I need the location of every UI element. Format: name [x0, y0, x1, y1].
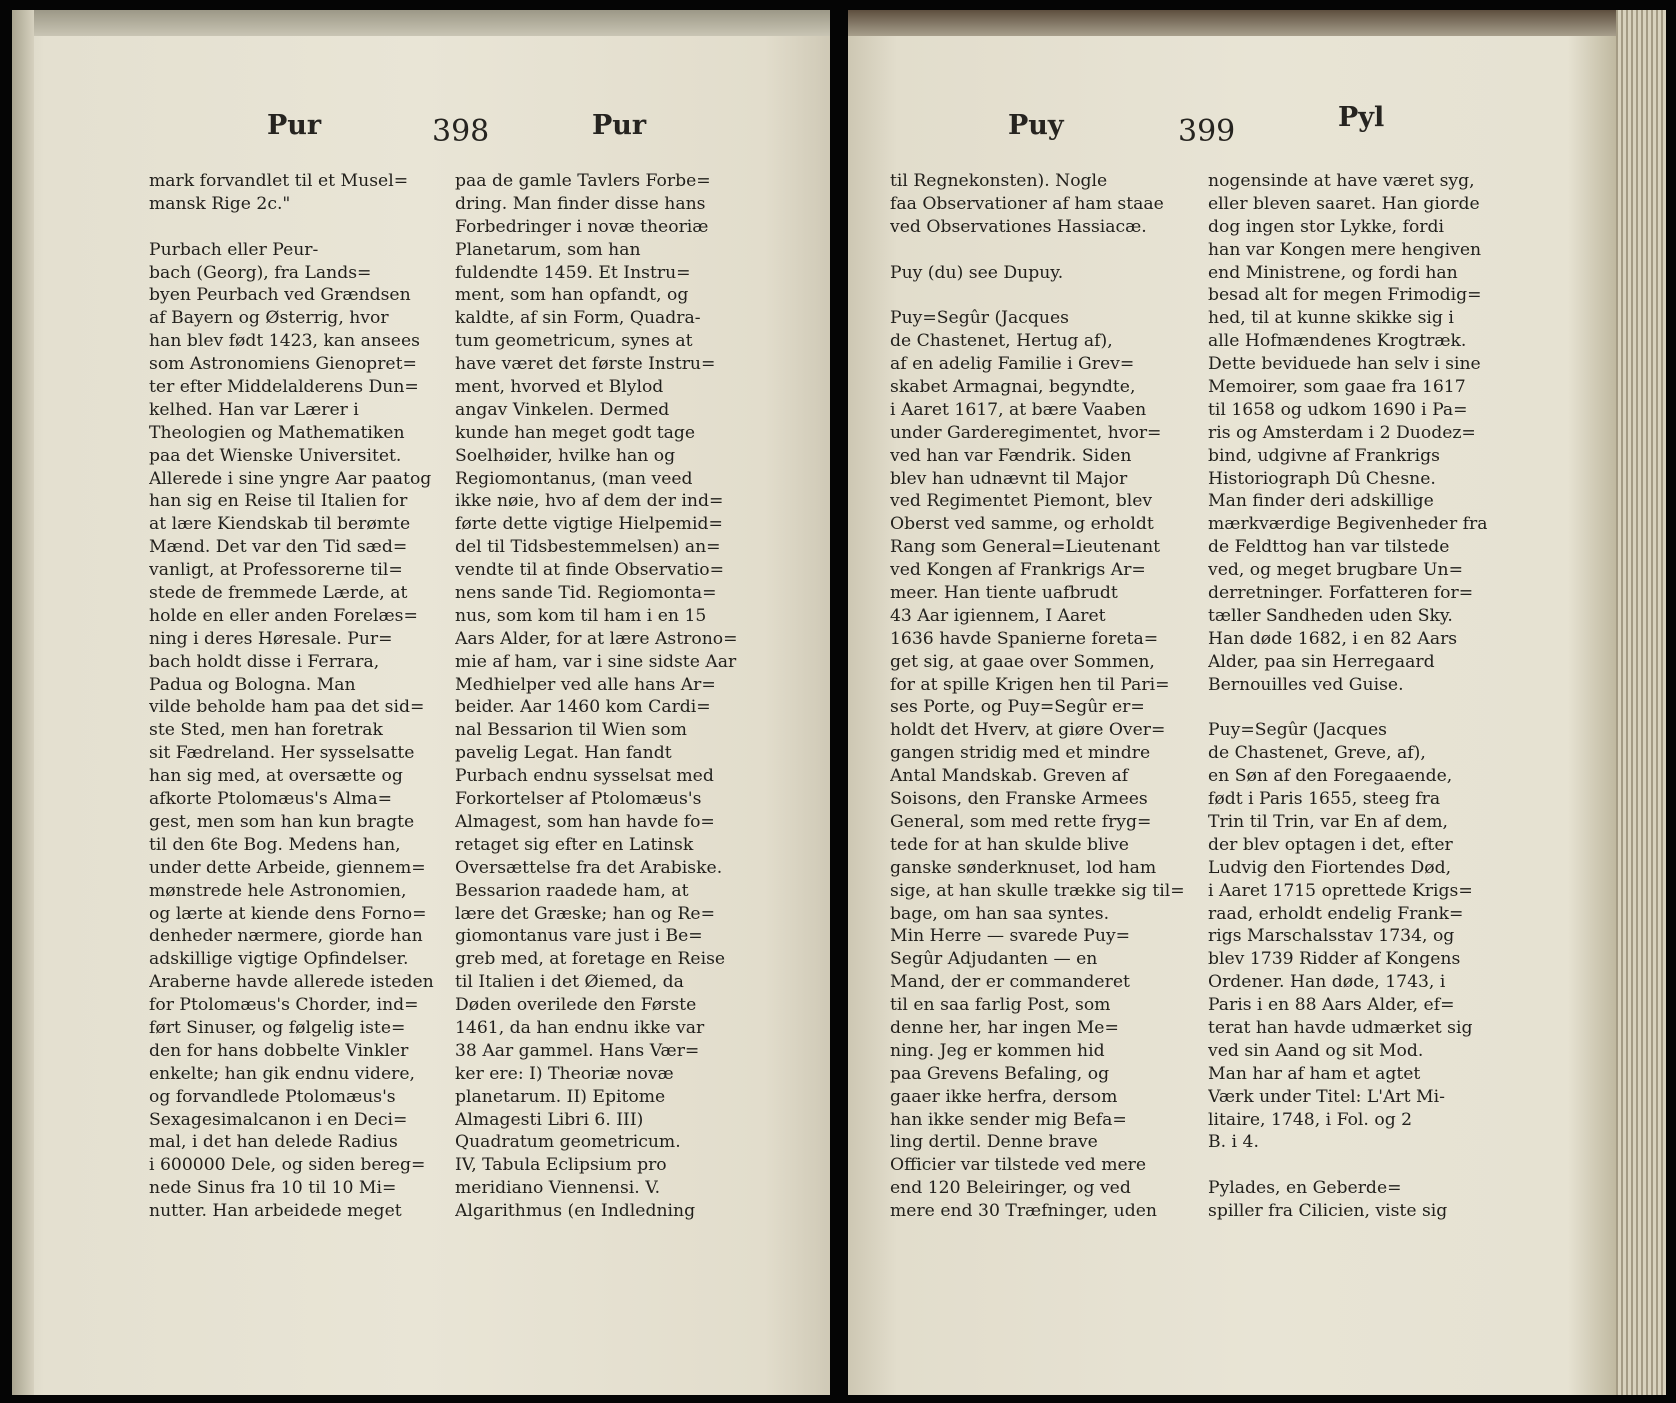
text-line: Planetarum, som han: [455, 239, 641, 260]
text-line: Soisons, den Franske Armees: [890, 789, 1148, 810]
text-line: nus, som kom til ham i en 15: [455, 605, 707, 626]
text-line: kunde han meget godt tage: [455, 422, 696, 443]
text-line: Allerede i sine yngre Aar paatog: [149, 468, 432, 489]
text-line: bach holdt disse i Ferrara,: [149, 651, 380, 672]
right-page: [848, 10, 1666, 1395]
text-line: tede for at han skulde blive: [890, 834, 1129, 855]
text-line: [890, 284, 1190, 307]
text-line: del til Tidsbestemmelsen) an=: [455, 537, 721, 558]
text-line: i Aaret 1715 oprettede Krigs=: [1208, 880, 1473, 901]
text-line: Araberne havde allerede isteden: [149, 972, 434, 993]
text-line: 1636 havde Spanierne foreta=: [890, 628, 1159, 649]
text-line: Purbach eller Peur-: [149, 239, 319, 260]
text-line: nens sande Tid. Regiomonta=: [455, 583, 717, 604]
text-line: lære det Græske; han og Re=: [455, 903, 715, 924]
text-line: Quadratum geometricum.: [455, 1132, 681, 1153]
text-line: Oversættelse fra det Arabiske.: [455, 857, 723, 878]
text-line: sit Fædreland. Her sysselsatte: [149, 743, 415, 764]
text-line: angav Vinkelen. Dermed: [455, 399, 670, 420]
text-line: i 600000 Dele, og siden bereg=: [149, 1155, 426, 1176]
text-line: sige, at han skulle trække sig til=: [890, 880, 1185, 901]
text-line: Man har af ham et agtet: [1208, 1063, 1421, 1084]
text-line: af Bayern og Østerrig, hvor: [149, 308, 389, 329]
text-line: ling dertil. Denne brave: [890, 1132, 1098, 1153]
text-line: Aars Alder, for at lære Astrono=: [455, 628, 738, 649]
text-line: Alder, paa sin Herregaard: [1208, 651, 1435, 672]
text-line: der blev optagen i det, efter: [1208, 834, 1453, 855]
text-line: paa Grevens Befaling, og: [890, 1063, 1110, 1084]
text-line: Puy (du) see Dupuy.: [890, 262, 1064, 283]
text-line: ved Regimentet Piemont, blev: [890, 491, 1153, 512]
text-line: ste Sted, men han foretrak: [149, 720, 383, 741]
text-line: Han døde 1682, i en 82 Aars: [1208, 628, 1458, 649]
running-head-left: Pur: [267, 110, 322, 141]
text-line: meer. Han tiente uafbrudt: [890, 583, 1118, 604]
text-line: til 1658 og udkom 1690 i Pa=: [1208, 399, 1468, 420]
text-line: bach (Georg), fra Lands=: [149, 262, 372, 283]
text-line: nede Sinus fra 10 til 10 Mi=: [149, 1178, 397, 1199]
text-line: paa de gamle Tavlers Forbe=: [455, 171, 711, 191]
text-line: end 120 Beleiringer, og ved: [890, 1178, 1131, 1199]
text-line: en Søn af den Foregaaende,: [1208, 766, 1453, 787]
text-line: litaire, 1748, i Fol. og 2: [1208, 1109, 1413, 1130]
text-column-right: [1208, 170, 1508, 1223]
text-line: Paris i en 88 Aars Alder, ef=: [1208, 995, 1455, 1016]
text-line: for Ptolomæus's Chorder, ind=: [149, 995, 419, 1016]
text-line: mere end 30 Træfninger, uden: [890, 1201, 1157, 1222]
text-line: faa Observationer af ham staae: [890, 193, 1164, 214]
text-line: Ordener. Han døde, 1743, i: [1208, 972, 1446, 993]
text-line: Memoirer, som gaae fra 1617: [1208, 377, 1466, 398]
text-line: førte dette vigtige Hielpemid=: [455, 514, 723, 535]
text-line: Bernouilles ved Guise.: [1208, 674, 1404, 695]
text-line: at lære Kiendskab til berømte: [149, 514, 411, 535]
text-line: 43 Aar igiennem, I Aaret: [890, 605, 1106, 626]
text-line: gangen stridig med et mindre: [890, 743, 1151, 764]
page-number: 399: [1178, 114, 1236, 149]
text-line: mønstrede hele Astronomien,: [149, 880, 407, 901]
text-line: rigs Marschalsstav 1734, og: [1208, 926, 1455, 947]
text-line: han sig en Reise til Italien for: [149, 491, 408, 512]
text-column-left: [890, 170, 1190, 1223]
text-line: de Feldttog han var tilstede: [1208, 537, 1450, 558]
text-line: bage, om han saa syntes.: [890, 903, 1110, 924]
page-edge-left: [12, 10, 34, 1395]
text-line: under dette Arbeide, giennem=: [149, 857, 426, 878]
text-line: derretninger. Forfatteren for=: [1208, 583, 1474, 604]
text-line: til Italien i det Øiemed, da: [455, 972, 684, 993]
text-line: Man finder deri adskillige: [1208, 491, 1434, 512]
text-line: og forvandlede Ptolomæus's: [149, 1086, 396, 1107]
text-line: holde en eller anden Forelæs=: [149, 605, 418, 626]
text-line: ved han var Fændrik. Siden: [890, 445, 1132, 466]
text-line: gaaer ikke herfra, dersom: [890, 1086, 1118, 1107]
text-line: Padua og Bologna. Man: [149, 674, 356, 695]
page-edge-top: [12, 10, 830, 36]
text-line: afkorte Ptolomæus's Alma=: [149, 789, 393, 810]
text-line: Trin til Trin, var En af dem,: [1208, 811, 1448, 832]
text-line: Min Herre — svarede Puy=: [890, 926, 1131, 947]
text-column-right: [455, 170, 760, 1223]
text-line: Bessarion raadede ham, at: [455, 880, 689, 901]
text-line: pavelig Legat. Han fandt: [455, 743, 672, 764]
text-line: Puy=Segûr (Jacques: [890, 308, 1069, 329]
text-line: for at spille Krigen hen til Pari=: [890, 674, 1170, 695]
text-line: han ikke sender mig Befa=: [890, 1109, 1127, 1130]
text-line: Theologien og Mathematiken: [149, 422, 405, 443]
text-line: mark forvandlet til et Musel=: [149, 171, 409, 191]
text-line: mal, i det han delede Radius: [149, 1132, 398, 1153]
text-line: bind, udgivne af Frankrigs: [1208, 445, 1440, 466]
text-line: som Astronomiens Gienopret=: [149, 354, 417, 375]
left-page: [12, 10, 830, 1395]
text-line: Puy=Segûr (Jacques: [1208, 720, 1387, 741]
text-line: [1208, 696, 1508, 719]
page-number: 398: [432, 114, 490, 149]
text-line: ses Porte, og Puy=Segûr er=: [890, 697, 1145, 718]
text-line: end Ministrene, og fordi han: [1208, 262, 1458, 283]
text-line: paa det Wienske Universitet.: [149, 445, 402, 466]
text-line: Purbach endnu sysselsat med: [455, 766, 714, 787]
text-line: Oberst ved samme, og erholdt: [890, 514, 1154, 535]
text-line: ker ere: I) Theoriæ novæ: [455, 1063, 674, 1084]
text-line: ved Observationes Hassiacæ.: [890, 216, 1147, 237]
text-line: 38 Aar gammel. Hans Vær=: [455, 1040, 700, 1061]
text-line: født i Paris 1655, steeg fra: [1208, 789, 1441, 810]
text-line: ment, som han opfandt, og: [455, 285, 689, 306]
text-line: ved sin Aand og sit Mod.: [1208, 1040, 1424, 1061]
text-line: ved, og meget brugbare Un=: [1208, 560, 1463, 581]
text-line: han var Kongen mere hengiven: [1208, 239, 1482, 260]
text-line: blev 1739 Ridder af Kongens: [1208, 949, 1461, 970]
text-line: ter efter Middelalderens Dun=: [149, 377, 419, 398]
text-line: Regiomontanus, (man veed: [455, 468, 693, 489]
text-line: nal Bessarion til Wien som: [455, 720, 687, 741]
text-line: vanligt, at Professorerne til=: [149, 560, 403, 581]
text-line: [149, 216, 447, 239]
text-line: General, som med rette fryg=: [890, 811, 1152, 832]
text-line: Antal Mandskab. Greven af: [890, 766, 1129, 787]
text-line: enkelte; han gik endnu videre,: [149, 1063, 415, 1084]
text-line: Dette beviduede han selv i sine: [1208, 354, 1481, 375]
text-line: Ludvig den Fiortendes Død,: [1208, 857, 1452, 878]
text-line: i Aaret 1617, at bære Vaaben: [890, 399, 1147, 420]
text-line: tæller Sandheden uden Sky.: [1208, 605, 1453, 626]
text-line: denheder nærmere, giorde han: [149, 926, 423, 947]
text-line: get sig, at gaae over Sommen,: [890, 651, 1155, 672]
text-line: adskillige vigtige Opfindelser.: [149, 949, 409, 970]
text-line: ved Kongen af Frankrigs Ar=: [890, 560, 1146, 581]
text-line: Rang som General=Lieutenant: [890, 537, 1161, 558]
text-line: Medhielper ved alle hans Ar=: [455, 674, 716, 695]
text-line: denne her, har ingen Me=: [890, 1017, 1119, 1038]
text-line: retaget sig efter en Latinsk: [455, 834, 694, 855]
text-line: tum geometricum, synes at: [455, 331, 693, 352]
text-line: vendte til at finde Observatio=: [455, 560, 725, 581]
text-line: IV, Tabula Eclipsium pro: [455, 1155, 667, 1176]
page-edge-top: [848, 10, 1666, 36]
text-line: besad alt for megen Frimodig=: [1208, 285, 1482, 306]
text-line: ganske sønderknuset, lod ham: [890, 857, 1157, 878]
text-line: ris og Amsterdam i 2 Duodez=: [1208, 422, 1476, 443]
text-line: [1208, 1154, 1508, 1177]
text-line: Segûr Adjudanten — en: [890, 949, 1098, 970]
text-line: kaldte, af sin Form, Quadra-: [455, 308, 701, 329]
text-line: planetarum. II) Epitome: [455, 1086, 666, 1107]
text-line: alle Hofmændenes Krogtræk.: [1208, 331, 1467, 352]
text-line: kelhed. Han var Lærer i: [149, 399, 359, 420]
text-line: byen Peurbach ved Grændsen: [149, 285, 411, 306]
text-line: terat han havde udmærket sig: [1208, 1017, 1473, 1038]
text-line: Algarithmus (en Indledning: [455, 1201, 696, 1222]
text-line: til den 6te Bog. Medens han,: [149, 834, 401, 855]
text-line: nogensinde at have været syg,: [1208, 171, 1475, 191]
text-line: vilde beholde ham paa det sid=: [149, 697, 425, 718]
text-line: Historiograph Dû Chesne.: [1208, 468, 1436, 489]
text-line: Døden overilede den Første: [455, 995, 697, 1016]
text-line: Pylades, en Geberde=: [1208, 1178, 1402, 1199]
text-line: ført Sinuser, og følgelig iste=: [149, 1017, 406, 1038]
text-line: de Chastenet, Hertug af),: [890, 331, 1113, 352]
text-line: holdt det Hverv, at giøre Over=: [890, 720, 1166, 741]
text-line: Forkortelser af Ptolomæus's: [455, 789, 702, 810]
text-line: B. i 4.: [1208, 1132, 1259, 1153]
text-line: Officier var tilstede ved mere: [890, 1155, 1147, 1176]
text-line: ning i deres Høresale. Pur=: [149, 628, 393, 649]
text-line: gest, men som han kun bragte: [149, 811, 415, 832]
text-line: mansk Rige 2c.": [149, 193, 291, 214]
text-line: blev han udnævnt til Major: [890, 468, 1128, 489]
text-line: Forbedringer i novæ theoriæ: [455, 216, 709, 237]
text-line: til Regnekonsten). Nogle: [890, 171, 1108, 191]
running-head-left: Puy: [1008, 110, 1064, 141]
text-line: under Garderegimentet, hvor=: [890, 422, 1162, 443]
text-line: han blev født 1423, kan ansees: [149, 331, 420, 352]
text-line: Almagest, som han havde fo=: [455, 811, 715, 832]
text-line: skabet Armagnai, begyndte,: [890, 377, 1136, 398]
text-line: have været det første Instru=: [455, 354, 716, 375]
text-line: Værk under Titel: L'Art Mi-: [1208, 1086, 1445, 1107]
text-line: dring. Man finder disse hans: [455, 193, 706, 214]
text-line: hed, til at kunne skikke sig i: [1208, 308, 1454, 329]
text-line: han sig med, at oversætte og: [149, 766, 403, 787]
page-edge-right: [1616, 10, 1666, 1395]
text-line: de Chastenet, Greve, af),: [1208, 743, 1426, 764]
running-head-right: Pyl: [1338, 102, 1385, 133]
text-line: spiller fra Cilicien, viste sig: [1208, 1201, 1448, 1222]
text-line: 1461, da han endnu ikke var: [455, 1017, 705, 1038]
running-head-right: Pur: [592, 110, 647, 141]
text-line: Sexagesimalcanon i en Deci=: [149, 1109, 408, 1130]
text-column-left: [149, 170, 447, 1223]
text-line: [890, 239, 1190, 262]
text-line: og lærte at kiende dens Forno=: [149, 903, 427, 924]
text-line: af en adelig Familie i Grev=: [890, 354, 1135, 375]
text-line: mærkværdige Begivenheder fra: [1208, 514, 1488, 535]
text-line: til en saa farlig Post, som: [890, 995, 1111, 1016]
text-line: raad, erholdt endelig Frank=: [1208, 903, 1464, 924]
text-line: stede de fremmede Lærde, at: [149, 583, 408, 604]
text-line: greb med, at foretage en Reise: [455, 949, 726, 970]
text-line: meridiano Viennensi. V.: [455, 1178, 661, 1199]
text-line: beider. Aar 1460 kom Cardi=: [455, 697, 711, 718]
text-line: mie af ham, var i sine sidste Aar: [455, 651, 737, 672]
text-line: ment, hvorved et Blylod: [455, 377, 664, 398]
text-line: Mand, der er commanderet: [890, 972, 1130, 993]
text-line: dog ingen stor Lykke, fordi: [1208, 216, 1445, 237]
text-line: den for hans dobbelte Vinkler: [149, 1040, 409, 1061]
text-line: Almagesti Libri 6. III): [455, 1109, 644, 1130]
text-line: Mænd. Det var den Tid sæd=: [149, 537, 408, 558]
text-line: giomontanus vare just i Be=: [455, 926, 703, 947]
text-line: ning. Jeg er kommen hid: [890, 1040, 1105, 1061]
text-line: Soelhøider, hvilke han og: [455, 445, 676, 466]
text-line: eller bleven saaret. Han giorde: [1208, 193, 1480, 214]
text-line: nutter. Han arbeidede meget: [149, 1201, 402, 1222]
text-line: ikke nøie, hvo af dem der ind=: [455, 491, 724, 512]
text-line: fuldendte 1459. Et Instru=: [455, 262, 691, 283]
